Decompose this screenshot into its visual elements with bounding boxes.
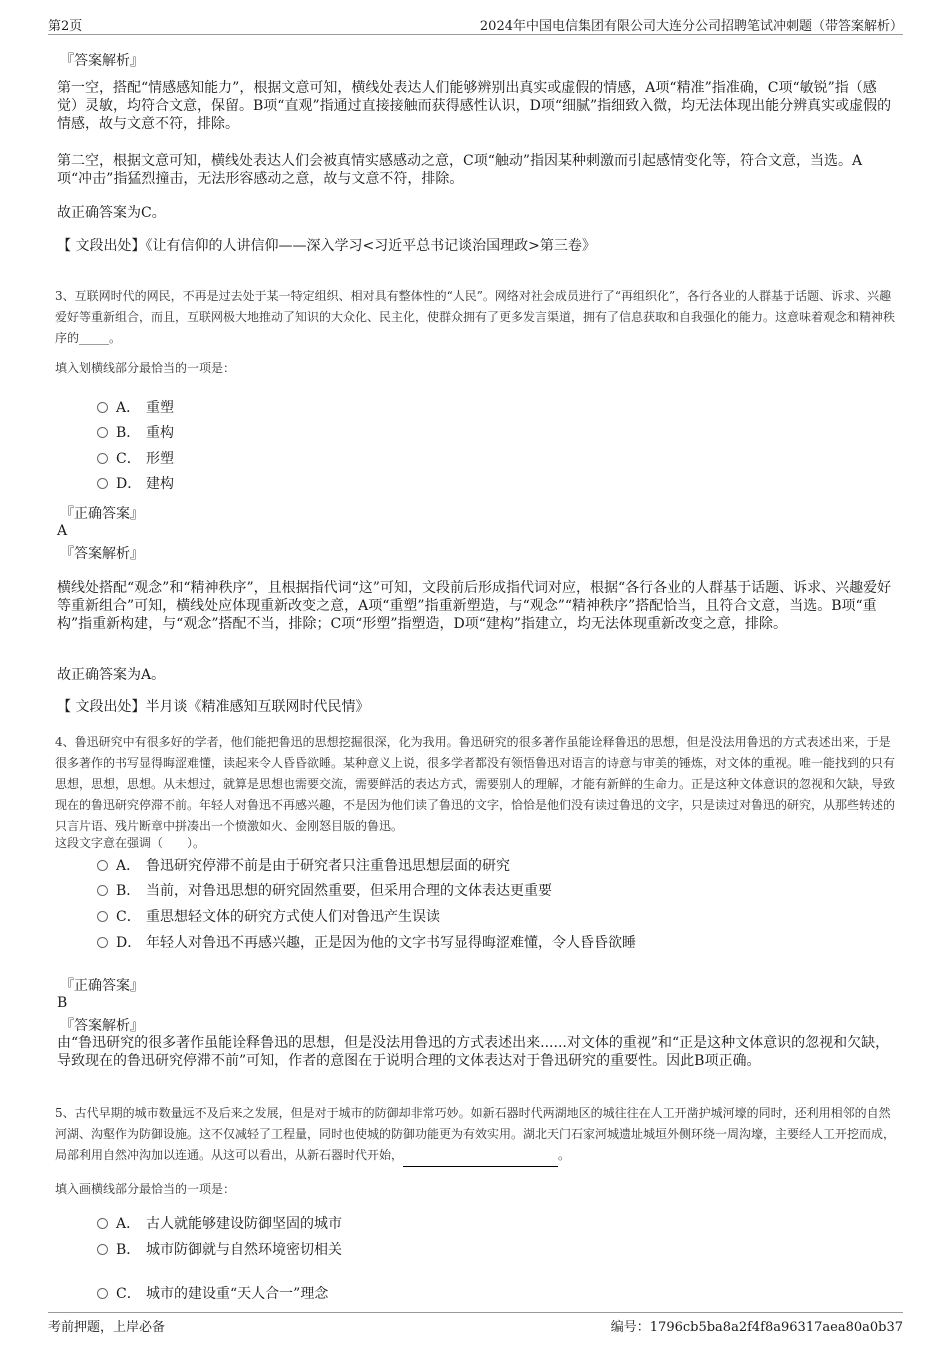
q2-analysis-label: 『答案解析』 xyxy=(60,53,144,69)
radio-icon[interactable] xyxy=(97,1218,108,1229)
q4-answer: B xyxy=(57,995,68,1011)
q2-analysis-para2: 第二空，根据文意可知，横线处表达人们会被真情实感感动之意，C项“触动”指因某种刺激而引起感情变化等，符合文意，当选。A项“冲击”指猛烈撞击，无法形容感动之意，故与文意不符，排除。 xyxy=(57,153,863,187)
q3-answer: A xyxy=(57,523,68,539)
q3-option-c[interactable] xyxy=(97,450,174,468)
option-letter: D． xyxy=(116,476,142,492)
q5-stem xyxy=(55,1103,897,1167)
q4-option-a[interactable] xyxy=(97,857,510,875)
option-text: 年轻人对鲁迅不再感兴趣，正是因为他的文字书写显得晦涩难懂，令人昏昏欲睡 xyxy=(146,935,636,951)
q5-stem-end: 。 xyxy=(558,1148,571,1162)
q3-analysis: 横线处搭配“观念”和“精神秩序”，且根据指代词“这”可知，文段前后形成指代词对应，根据“各行各业的人群基于话题、诉求、兴趣爱好等重新组合”可知，横线处应体现重新改变之意，A项“重塑”指重新塑造，与“观念”“精神秩序”搭配恰当，且符合文意，当选。B项“重构”指重新构建，与“观念”搭配不当，排除；C项“形塑”指塑造，D项“建构”指建立，均无法体现重新改变之意，排除。 xyxy=(57,580,892,632)
q3-stem-text: 3、互联网时代的网民，不再是过去处于某一特定组织、相对具有整体性的“人民”。网络对社会成员进行了“再组织化”，各行各业的人群基于话题、诉求、兴趣爱好等重新组合，而且，互联网极大地推动了知识的大众化、民主化，使群众拥有了更多发言渠道，拥有了信息获取和自我强化的能力。这意味着观念和精神秩序的 xyxy=(55,289,896,345)
q3-source: 【 文段出处】半月谈《精准感知互联网时代民情》 xyxy=(57,699,370,715)
option-letter: D． xyxy=(116,935,142,951)
q2-analysis-para1: 第一空，搭配“情感感知能力”，根据文意可知，横线处表达人们能够辨别出真实或虚假的情感，A项“精准”指准确，C项“敏锐”指（感觉）灵敏，均符合文意，保留。B项“直观”指通过直接接触而获得感性认识，D项“细腻”指细致入微，均无法体现出能分辨真实或虚假的情感，故与文意不符，排除。 xyxy=(57,80,892,132)
footer-id: 编号：1796cb5ba8a2f4f8a96317aea80a0b37 xyxy=(610,1320,903,1335)
radio-icon[interactable] xyxy=(97,1288,108,1299)
radio-icon[interactable] xyxy=(97,1244,108,1255)
q3-stem xyxy=(55,286,897,349)
q3-prompt: 填入划横线部分最恰当的一项是： xyxy=(55,361,236,375)
q4-option-d[interactable] xyxy=(97,934,636,952)
q3-answer-label: 『正确答案』 xyxy=(60,506,144,522)
option-text: 形塑 xyxy=(146,451,174,467)
q4-analysis-label: 『答案解析』 xyxy=(60,1018,144,1034)
radio-icon[interactable] xyxy=(97,402,108,413)
option-text: 当前，对鲁迅思想的研究固然重要，但采用合理的文体表达更重要 xyxy=(146,883,552,899)
q3-analysis-label: 『答案解析』 xyxy=(60,546,144,562)
page-number: 第2页 xyxy=(48,19,83,34)
radio-icon[interactable] xyxy=(97,478,108,489)
radio-icon[interactable] xyxy=(97,911,108,922)
q5-option-b[interactable] xyxy=(97,1241,342,1259)
q3-blank: _____ xyxy=(79,331,110,345)
option-letter: A． xyxy=(116,858,141,874)
q4-analysis: 由“鲁迅研究的很多著作虽能诠释鲁迅的思想，但是没法用鲁迅的方式表述出来......对文体的重视”和“正是这种文体意识的忽视和欠缺，导致现在的鲁迅研究停滞不前”可知，作者的意图在于说明合理的文体表达对于鲁迅研究的重要性。因此B项正确。 xyxy=(57,1035,890,1069)
option-letter: B． xyxy=(116,425,141,441)
page-header xyxy=(48,14,903,35)
option-text: 重构 xyxy=(146,425,174,441)
option-text: 重塑 xyxy=(146,400,174,416)
radio-icon[interactable] xyxy=(97,453,108,464)
q5-blank-line xyxy=(403,1145,558,1167)
radio-icon[interactable] xyxy=(97,885,108,896)
q3-option-a[interactable] xyxy=(97,399,174,417)
option-letter: B． xyxy=(116,1242,141,1258)
q2-source: 【 文段出处】《让有信仰的人讲信仰——深入学习<习近平总书记谈治国理政>第三卷》 xyxy=(57,238,596,254)
option-text: 建构 xyxy=(146,476,174,492)
option-letter: C． xyxy=(116,909,141,925)
document-title: 2024年中国电信集团有限公司大连分公司招聘笔试冲刺题（带答案解析） xyxy=(479,19,903,34)
q3-conclusion: 故正确答案为A。 xyxy=(57,667,166,683)
q3-option-d[interactable] xyxy=(97,475,174,493)
radio-icon[interactable] xyxy=(97,860,108,871)
q2-conclusion: 故正确答案为C。 xyxy=(57,205,166,221)
option-letter: A． xyxy=(116,400,141,416)
q5-prompt: 填入画横线部分最恰当的一项是： xyxy=(55,1182,236,1196)
page-footer xyxy=(48,1312,903,1335)
option-text: 城市防御就与自然环境密切相关 xyxy=(146,1242,342,1258)
option-letter: B． xyxy=(116,883,141,899)
option-text: 古人就能够建设防御坚固的城市 xyxy=(146,1216,342,1232)
q4-prompt: 这段文字意在强调（ ）。 xyxy=(55,836,206,850)
option-text: 鲁迅研究停滞不前是由于研究者只注重鲁迅思想层面的研究 xyxy=(146,858,510,874)
option-text: 城市的建设重“天人合一”理念 xyxy=(146,1286,329,1302)
option-letter: C． xyxy=(116,1286,141,1302)
radio-icon[interactable] xyxy=(97,937,108,948)
footer-slogan: 考前押题，上岸必备 xyxy=(48,1320,166,1335)
q4-option-c[interactable] xyxy=(97,908,440,926)
q3-option-b[interactable] xyxy=(97,424,174,442)
q4-option-b[interactable] xyxy=(97,882,552,900)
q3-stem-end: 。 xyxy=(109,331,122,345)
q5-option-a[interactable] xyxy=(97,1215,342,1233)
radio-icon[interactable] xyxy=(97,427,108,438)
q4-answer-label: 『正确答案』 xyxy=(60,978,144,994)
q4-stem: 4、鲁迅研究中有很多好的学者，他们能把鲁迅的思想挖掘很深，化为我用。鲁迅研究的很多著作虽能诠释鲁迅的思想，但是没法用鲁迅的方式表述出来，于是很多著作的书写显得晦涩难懂，读起来令人昏昏欲睡。某种意义上说，很多学者都没有领悟鲁迅对语言的诗意与审美的锤炼，对文体的重视。唯一能找到的只有思想，思想，思想。从未想过，就算是思想也需要交流，需要鲜活的表达方式，需要别人的理解，才能有新鲜的生命力。正是这种文体意识的忽视和欠缺，导致现在的鲁迅研究停滞不前。年轻人对鲁迅不再感兴趣，不是因为他们读了鲁迅的文字，恰恰是他们没有读过鲁迅的文字，只是读过对鲁迅的研究，从那些转述的只言片语、残片断章中拼凑出一个愤激如火、金刚怒目版的鲁迅。 xyxy=(55,735,896,833)
q5-option-c[interactable] xyxy=(97,1285,328,1303)
option-letter: A． xyxy=(116,1216,141,1232)
option-letter: C． xyxy=(116,451,141,467)
q5-stem-text: 5、古代早期的城市数量远不及后来之发展，但是对于城市的防御却非常巧妙。如新石器时代两湖地区的城往往在人工开凿护城河壕的同时，还利用相邻的自然河湖、沟壑作为防御设施。这不仅减轻了工程量，同时也使城的防御功能更为有效实用。湖北天门石家河城遗址城垣外侧环绕一周沟壕，主要经人工开挖而成，局部利用自然冲沟加以连通。从这可以看出，从新石器时代开始， xyxy=(55,1106,896,1162)
option-text: 重思想轻文体的研究方式使人们对鲁迅产生误读 xyxy=(146,909,440,925)
